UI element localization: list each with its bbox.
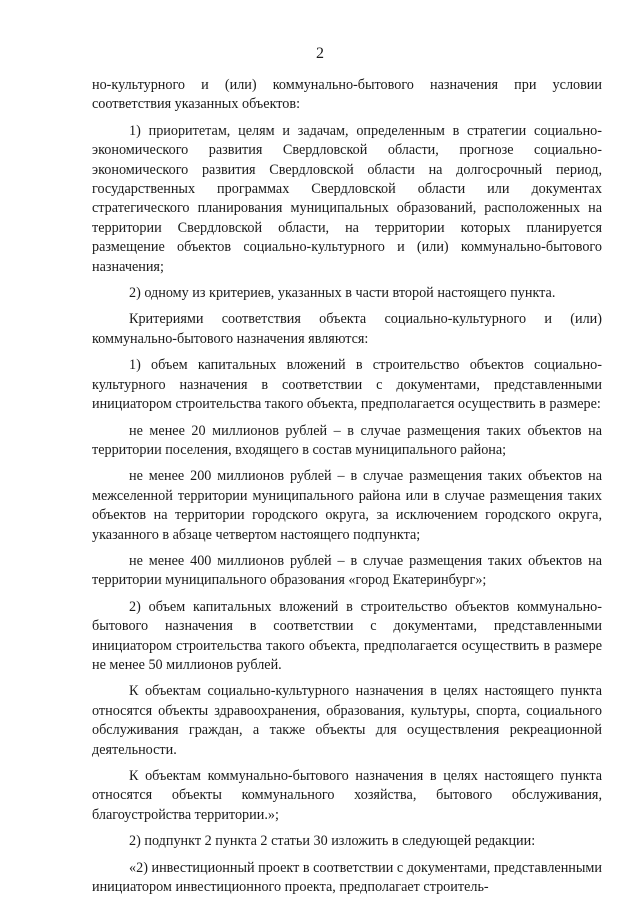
page-number: 2 — [316, 45, 324, 62]
paragraph: не менее 200 миллионов рублей – в случае размещения таких объектов на межселенной территории муниципального района или в случае размещения таких объектов на территории городского округа, за исключением городского округа, указанного в абзаце четвертом настоящего подпункта; — [92, 468, 602, 543]
paragraph: Критериями соответствия объекта социально-культурного и (или) коммунально-бытового назначения являются: — [92, 311, 602, 347]
paragraph: не менее 20 миллионов рублей – в случае размещения таких объектов на территории поселения, входящего в состав муниципального района; — [92, 422, 602, 458]
paragraph: К объектам социально-культурного назначения в целях настоящего пункта относятся объекты здравоохранения, образования, культуры, спорта, социального обслуживания граждан, а также объекты для осуществления рекреационной деятельности. — [92, 683, 602, 758]
paragraph: 2) объем капитальных вложений в строительство объектов коммунально-бытового назначения в соответствии с документами, представленными инициатором строительства такого объекта, предполагается осуществить в размере не менее 50 миллионов рублей. — [92, 598, 602, 673]
paragraph: «2) инвестиционный проект в соответствии с документами, представленными инициатором инвестиционного проекта, предполагает строитель- — [92, 859, 602, 896]
paragraph: но-культурного и (или) коммунально-бытового назначения при условии соответствия указанных объектов: — [92, 77, 602, 113]
paragraph: не менее 400 миллионов рублей – в случае размещения таких объектов на территории муниципального образования «город Екатеринбург»; — [92, 552, 602, 589]
paragraph: 1) приоритетам, целям и задачам, определенным в стратегии социально-экономического развития Свердловской области, прогнозе социально-экономического развития Свердловской области на долгосрочный период, государственных программах Свердловской области или документах стратегического планирования муниципальных образований, расположенных на территории Свердловской области, на территории которых планируется размещение объектов социально-культурного и (или) коммунально-бытового назначения; — [92, 122, 602, 275]
paragraph: 2) подпункт 2 пункта 2 статьи 30 изложить в следующей редакции: — [129, 833, 536, 850]
paragraph: К объектам коммунально-бытового назначения в целях настоящего пункта относятся объекты коммунального хозяйства, бытового обслуживания, благоустройства территории.»; — [92, 768, 602, 823]
paragraph: 1) объем капитальных вложений в строительство объектов социально-культурного назначения в соответствии с документами, представленными инициатором строительства такого объекта, предполагается осуществить в размере: — [92, 357, 602, 413]
paragraph: 2) одному из критериев, указанных в части второй настоящего пункта. — [129, 285, 556, 302]
document-body — [92, 76, 602, 904]
